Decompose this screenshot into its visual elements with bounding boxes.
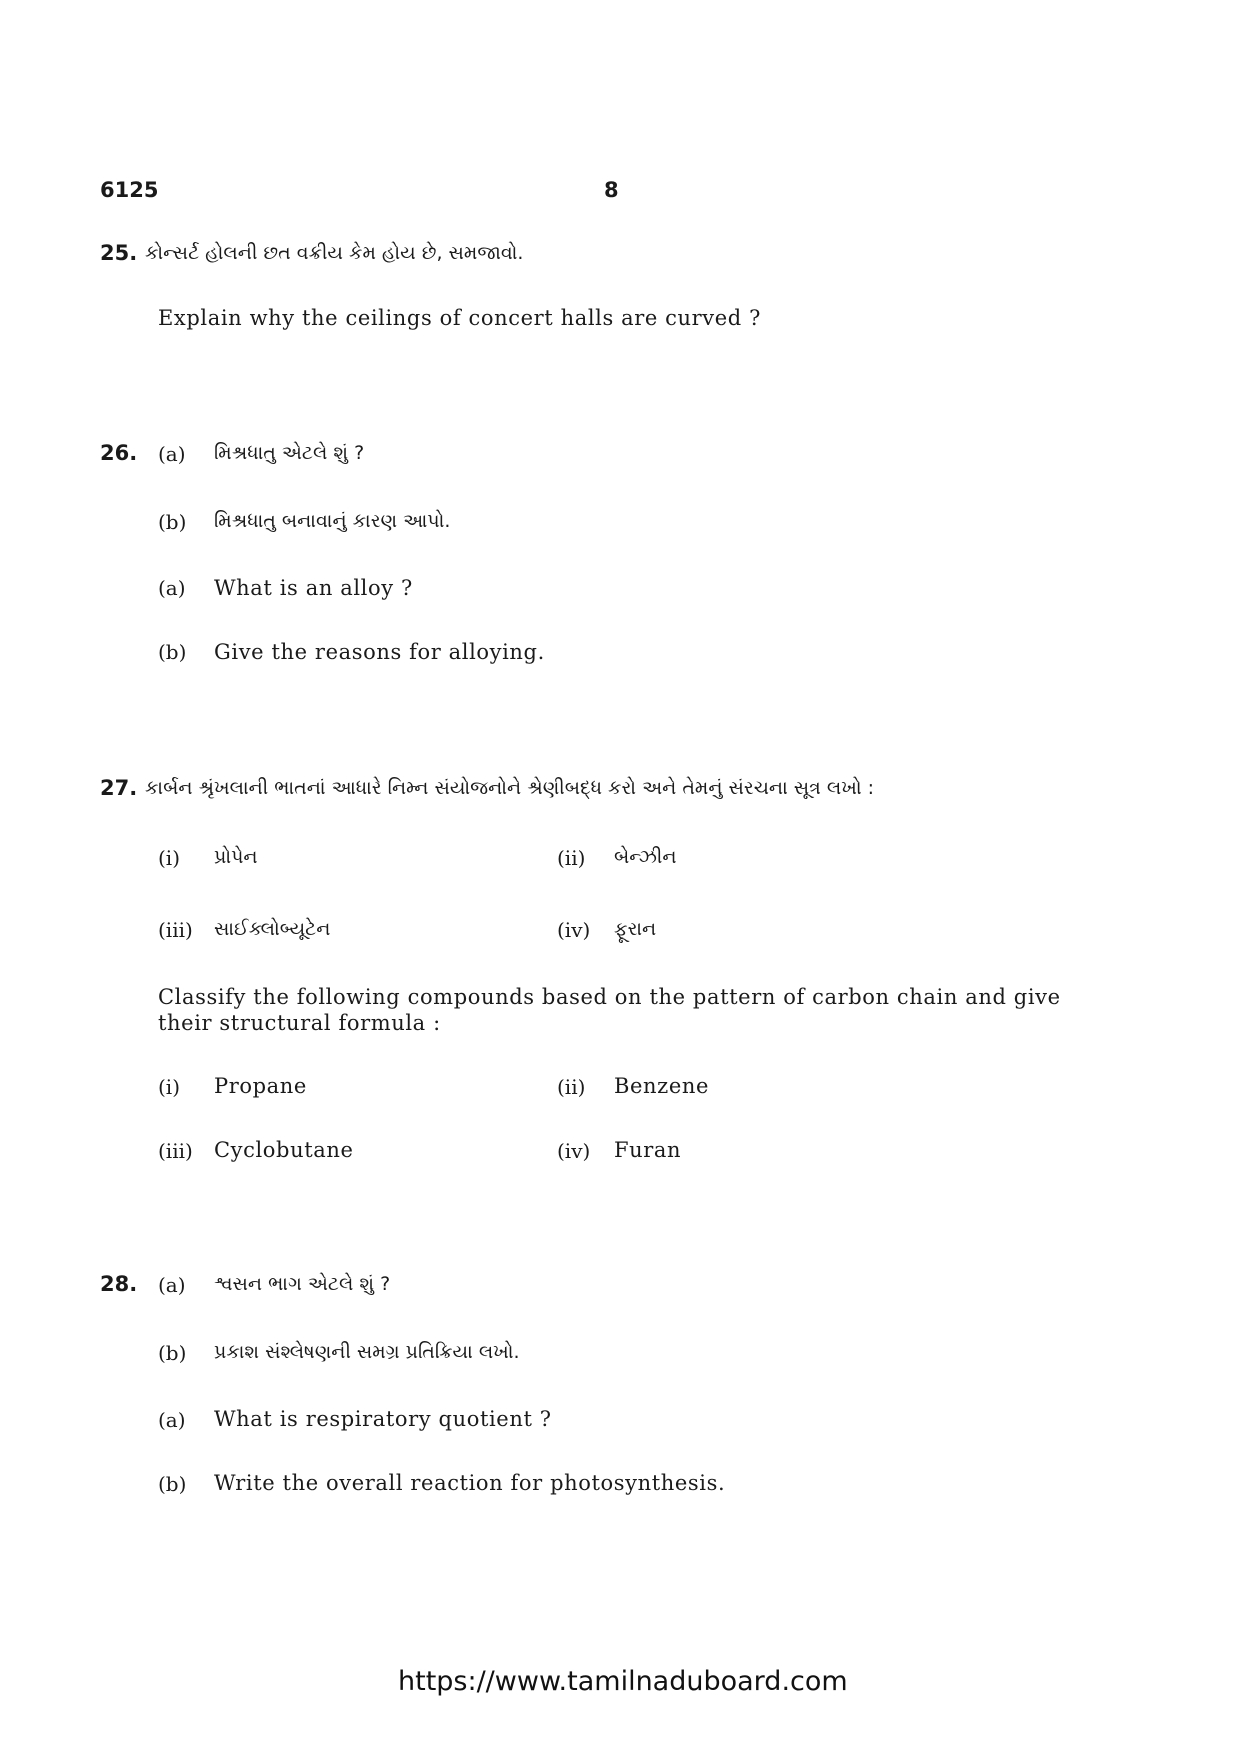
sub-label: (b) bbox=[158, 640, 187, 664]
sub-question-english: Write the overall reaction for photosynthesis. bbox=[214, 1471, 726, 1495]
sub-label: (b) bbox=[158, 1341, 187, 1365]
footer-url: https://www.tamilnaduboard.com bbox=[398, 1666, 848, 1697]
sub-label: (b) bbox=[158, 510, 187, 534]
question-text-gujarati: કાર્બન શ્રૃંખલાની ભાતનાં આધારે નિમ્ન સંયોજનોને શ્રેણીબદ્ધ કરો અને તેમનું સંરચના સૂત્ર લખો : bbox=[145, 777, 875, 799]
sub-question-english: What is respiratory quotient ? bbox=[214, 1407, 552, 1431]
question-text-english: Classify the following compounds based on the pattern of carbon chain and give their structural formula : bbox=[158, 985, 1061, 1035]
option-label: (iii) bbox=[158, 1139, 193, 1163]
option-text-gujarati: પ્રોપેન bbox=[214, 846, 258, 868]
question-number: 28. bbox=[100, 1272, 138, 1296]
paper-code: 6125 bbox=[100, 178, 159, 202]
sub-label: (a) bbox=[158, 576, 186, 600]
sub-label: (a) bbox=[158, 1273, 186, 1297]
sub-question-english: Give the reasons for alloying. bbox=[214, 640, 545, 664]
sub-question-gujarati: પ્રકાશ સંશ્લેષણની સમગ્ર પ્રતિક્રિયા લખો. bbox=[214, 1341, 520, 1363]
sub-label: (a) bbox=[158, 442, 186, 466]
sub-question-gujarati: શ્વસન ભાગ એટલે શું ? bbox=[214, 1273, 391, 1295]
option-text-english: Cyclobutane bbox=[214, 1138, 354, 1162]
option-text-english: Propane bbox=[214, 1074, 307, 1098]
option-label: (ii) bbox=[557, 1075, 586, 1099]
sub-label: (b) bbox=[158, 1472, 187, 1496]
option-text-gujarati: ફૂરાન bbox=[614, 918, 657, 940]
sub-question-english: What is an alloy ? bbox=[214, 576, 413, 600]
option-text-english: Furan bbox=[614, 1138, 682, 1162]
sub-question-gujarati: મિશ્રધાતુ એટલે શું ? bbox=[214, 442, 365, 464]
option-label: (i) bbox=[158, 846, 181, 870]
sub-question-gujarati: મિશ્રધાતુ બનાવાનું કારણ આપો. bbox=[214, 510, 451, 532]
option-label: (i) bbox=[158, 1075, 181, 1099]
option-label: (iv) bbox=[557, 1139, 591, 1163]
option-label: (iii) bbox=[158, 918, 193, 942]
question-number: 27. bbox=[100, 776, 138, 800]
option-text-gujarati: બેન્ઝીન bbox=[614, 846, 677, 868]
question-number: 25. bbox=[100, 241, 138, 265]
question-text-gujarati: કોન્સર્ટ હોલની છત વક્રીય કેમ હોય છે, સમજાવો. bbox=[145, 242, 524, 264]
option-label: (iv) bbox=[557, 918, 591, 942]
option-text-english: Benzene bbox=[614, 1074, 710, 1098]
sub-label: (a) bbox=[158, 1408, 186, 1432]
page-number: 8 bbox=[604, 178, 619, 202]
option-label: (ii) bbox=[557, 846, 586, 870]
question-number: 26. bbox=[100, 441, 138, 465]
question-text-english: Explain why the ceilings of concert halls are curved ? bbox=[158, 306, 761, 330]
option-text-gujarati: સાઈક્લોબ્યૂટેન bbox=[214, 918, 331, 940]
